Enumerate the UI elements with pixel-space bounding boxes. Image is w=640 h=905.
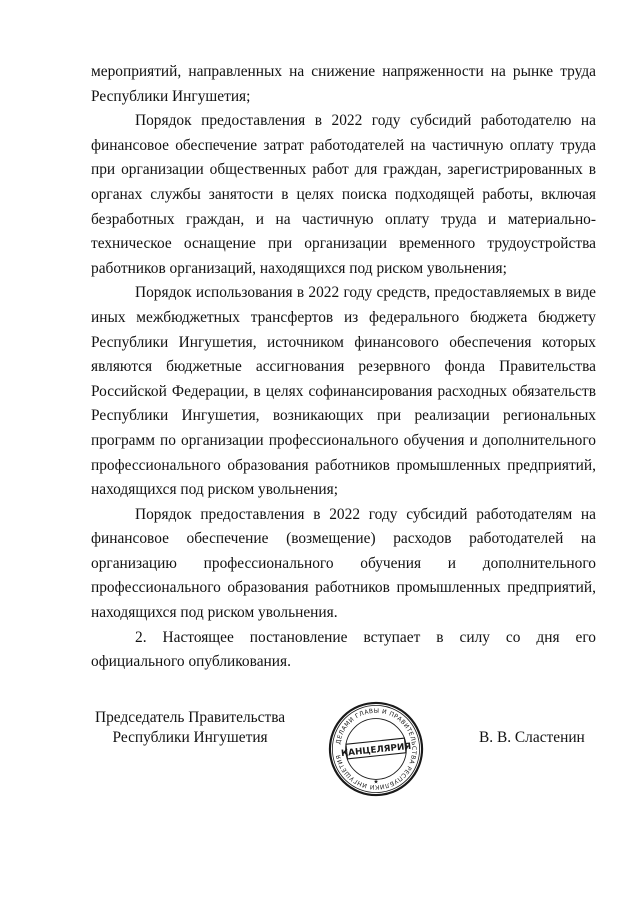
paragraph-1: мероприятий, направленных на снижение напряженности на рынке труда Республики Ингушетия; — [91, 63, 596, 105]
star-icon: ★ — [373, 779, 379, 786]
stamp-center-text: КАНЦЕЛЯРИЯ — [340, 741, 412, 760]
signatory-title-line-2: Республики Ингушетия — [112, 729, 268, 746]
office-stamp-icon — [327, 700, 425, 798]
paragraph-4: Порядок предоставления в 2022 году субсидий работодателям на финансовое обеспечение (возмещение) расходов работодателей на организацию профессионального обучения и дополнительного профессионального образования работников промышленных предприятий, находящихся под риском увольнения. — [91, 505, 596, 622]
stamp-ring-text: ДЕЛАМИ ГЛАВЫ И ПРАВИТЕЛЬСТВА РЕСПУБЛИКИ ИНГУШЕТИЯ — [335, 707, 418, 791]
signature-block — [0, 700, 640, 820]
paragraph-5: 2. Настоящее постановление вступает в силу со дня его официального опубликования. — [91, 628, 596, 671]
signatory-title-line-1: Председатель Правительства — [95, 709, 286, 726]
paragraph-3: Порядок использования в 2022 году средств, предоставляемых в виде иных межбюджетных трансфертов из федерального бюджета бюджету Республики Ингушетия, источником финансового обеспечения которых являются бюджетные ассигнования резервного фонда Правительства Российской Федерации, в целях софинансирования расходных обязательств Республики Ингушетия, возникающих при реализации региональных программ по организации профессионального обучения и дополнительного профессионального образования работников промышленных предприятий, находящихся под риском увольнения; — [91, 284, 596, 499]
signatory-title — [95, 708, 285, 748]
paragraph-2: Порядок предоставления в 2022 году субсидий работодателю на финансовое обеспечение затрат работодателей на частичную оплату труда при организации общественных работ для граждан, зарегистрированных в органах службы занятости в целях поиска подходящей работы, включая безработных граждан, и на частичную оплату труда и материально-техническое оснащение при организации временного трудоустройства работников организаций, находящихся под риском увольнения; — [91, 112, 596, 277]
signatory-name: В. В. Сластенин — [479, 729, 585, 746]
document-body — [91, 60, 596, 675]
